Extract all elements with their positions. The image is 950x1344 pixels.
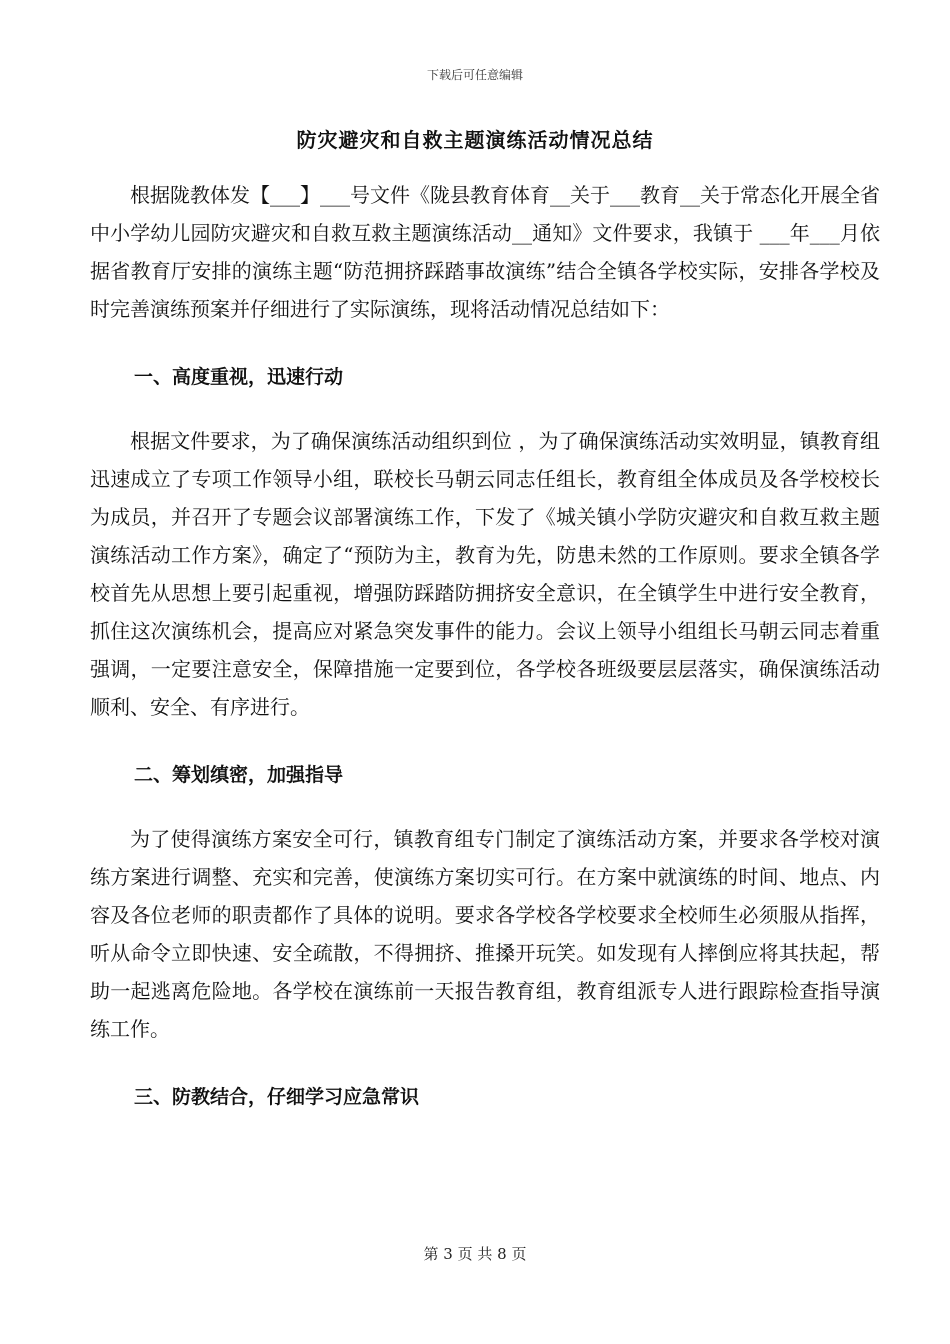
- spacer: [90, 328, 880, 358]
- spacer: [90, 794, 880, 820]
- section-heading-3: 三、防教结合，仔细学习应急常识: [134, 1086, 420, 1108]
- section-body-1: 根据文件要求，为了确保演练活动组织到位 ，为了确保演练活动实效明显，镇教育组迅速成立了专项工作领导小组，联校长马朝云同志任组长，教育组全体成员及各学校校长为成员，并召开了专题会议部署演练工作，下发了《城关镇小学防灾避灾和自救互救主题演练活动工作方案》，确定了“预防为主，教育为先，防患未然的工作原则。要求全镇各学校首先从思想上要引起重视，增强防踩踏防拥挤安全意识，在全镇学生中进行安全教育，抓住这次演练机会，提高应对紧急突发事件的能力。会议上领导小组组长马朝云同志着重强调，一定要注意安全，保障措施一定要到位，各学校各班级要层层落实，确保演练活动顺利、安全、有序进行。: [90, 429, 880, 719]
- section-heading-2: 二、筹划缜密，加强指导: [134, 764, 344, 786]
- document-title: 防灾避灾和自救主题演练活动情况总结: [296, 128, 654, 152]
- section-heading-1: 一、高度重视，迅速行动: [134, 366, 344, 388]
- page-number: 第 3 页 共 8 页: [423, 1245, 527, 1263]
- spacer: [90, 1048, 880, 1078]
- section-body-2: 为了使得演练方案安全可行，镇教育组专门制定了演练活动方案，并要求各学校对演练方案进行调整、充实和完善，使演练方案切实可行。在方案中就演练的时间、地点、内容及各位老师的职责都作了具体的说明。要求各学校各学校要求全校师生必须服从指挥，听从命令立即快速、安全疏散，不得拥挤、推搡开玩笑。如发现有人摔倒应将其扶起，帮助一起逃离危险地。各学校在演练前一天报告教育组，教育组派专人进行跟踪检查指导演练工作。: [90, 827, 880, 1041]
- header-note: 下载后可任意编辑: [426, 68, 523, 82]
- document-body: [90, 176, 880, 1116]
- intro-paragraph: 根据陇教体发【___】___号文件《陇县教育体育__关于___教育__关于常态化开展全省中小学幼儿园防灾避灾和自救互救主题演练活动__通知》文件要求，我镇于 ___年___月依据省教育厅安排的演练主题“防范拥挤踩踏事故演练”结合全镇各学校实际，安排各学校及时完善演练预案并仔细进行了实际演练，现将活动情况总结如下：: [90, 183, 880, 321]
- spacer: [90, 726, 880, 756]
- spacer: [90, 396, 880, 422]
